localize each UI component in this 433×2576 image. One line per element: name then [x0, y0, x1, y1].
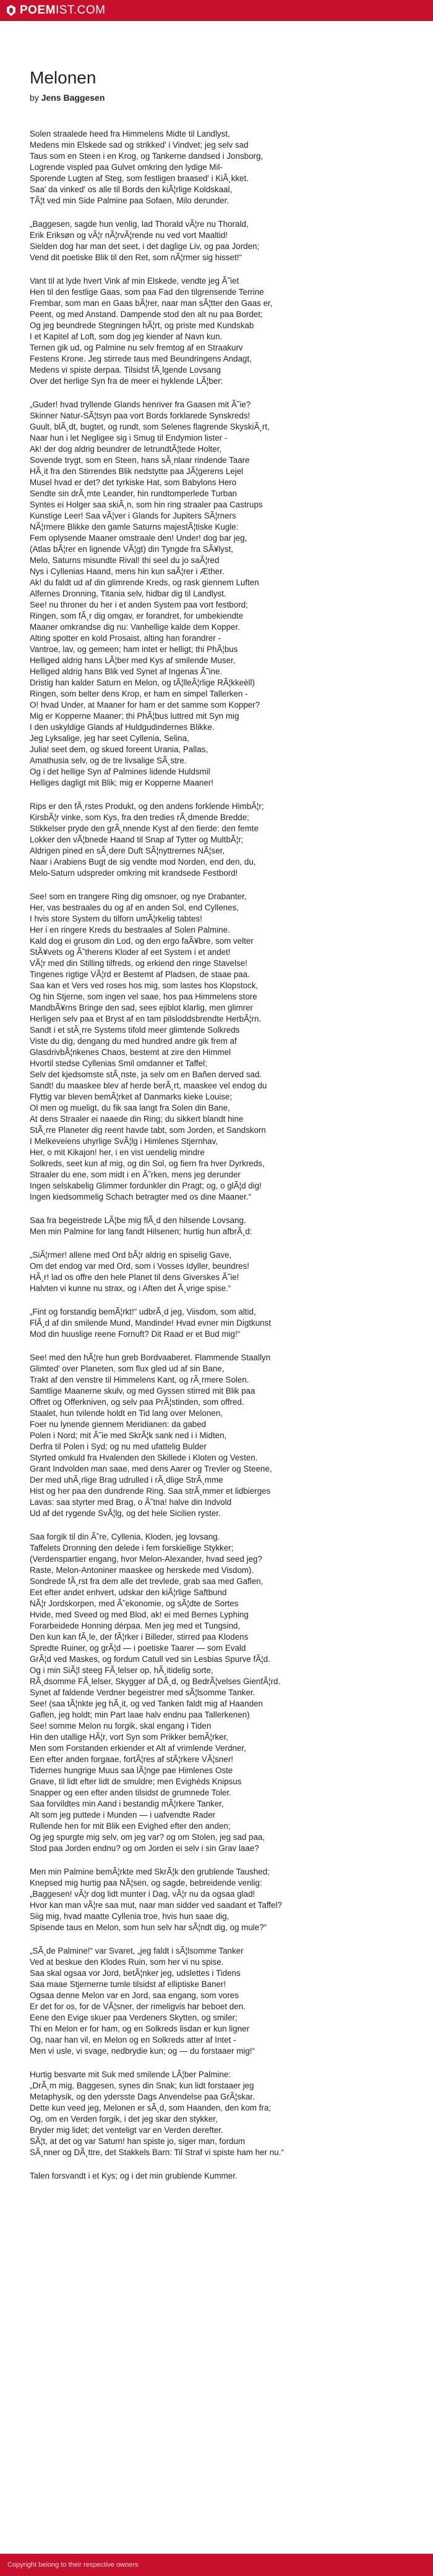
poem-line: Og, naar han vil, en Melon og en Solkreds atter af Intet - — [30, 2035, 236, 2044]
poem-line: Sendte sin drÃ¸mte Leander, hin rundtomperlede Turban — [30, 489, 237, 498]
poem-line: Vant til at lyde hvert Vink af min Elskede, vendte jeg Ã˜iet — [30, 276, 239, 286]
poem-line: Ud af det rygende SvÃ¦lg, og det hele Sicilien ryster. — [30, 1509, 221, 1518]
stanza — [30, 1866, 403, 1933]
poem-line: MandbÃ¥rns Bringe den sad, sees ejiblot klarlig, men glimrer — [30, 1003, 253, 1012]
poem-line: Tingenes rigtige VÃ¦rd er Bestemt af Pladsen, de staae paa. — [30, 970, 250, 979]
poem-line: Og, om en Verden forgik, i det jeg skar den stykker, — [30, 2114, 218, 2124]
poem-line: Saa forgik til din Ã˜re, Cyllenia, Kloden, jeg lovsang. — [30, 1532, 220, 1541]
poem-line: See! (saa tÃ¦nkte jeg hÃ¸it, og ved Tanken faldt mig af Haanden — [30, 1699, 263, 1708]
poem-line: Melo, Saturns misundte Rival! thi seel du jo saÃ¦red — [30, 556, 220, 565]
poem-line: Sandt! du maaskee blev af herde berÃ¸rt, maaskee vel endog du — [30, 1081, 267, 1090]
poem-line: Maaner omkrandse dig nu: Vanhellige kalde dem Kopper. — [30, 622, 240, 632]
poem-line: Taffelets Dronning den delede i fem forskiellige Stykker; — [30, 1543, 234, 1553]
poem-line: Helliged aldrig hans Blik ved Synet af Ingenas Ã˜ine. — [30, 667, 223, 676]
poem-line: Her, vas bestraales du og af en anden Sol, end Cyllenes, — [30, 903, 239, 912]
poem-line: Sandt i et stÃ¸rre Systems tifold meer glimtende Solkreds — [30, 1025, 240, 1035]
poem-line: Melo-Saturn udspreder omkring mit krandsede Festbord! — [30, 868, 238, 878]
poem-line: Kald dog ei grusom din Lod, og den ergo faÃ¥bre, som velter — [30, 936, 254, 946]
logo-rest: IST.COM — [55, 4, 106, 17]
poem-line: Foer nu lynende giennem Meridianen: da gabed — [30, 1420, 207, 1429]
poem-line: Over det herlige Syn fra de meer ei hyklende LÃ¦ber: — [30, 376, 223, 386]
poem-line: See! som en trangere Ring dig omsnoer, og nye Drabanter, — [30, 892, 247, 901]
poem-line: Ol men og mueligt, du fik saa langt fra Solen din Bane, — [30, 1103, 230, 1112]
poem-line: „Guder! hvad tryllende Glands henriver fra Gaasen mit Ã˜ie? — [30, 400, 251, 409]
poem-line: Selv det kjedsomste stÃ¸nste, ja selv om en Bañen derved sad. — [30, 1070, 262, 1079]
poem-line: Grant Indvolden man saae, med dens Aarer og Trevler og Steene, — [30, 1464, 272, 1473]
copyright-text: Copyright belong to their respective owners — [7, 2561, 139, 2569]
poem-line: Amathusia selv, og de tre livsalige SÃ¸stre. — [30, 756, 187, 765]
poem-line: NÃ¦r Jordskorpen, med Ã˜ekonomie, og sÃ¦dte de Sortes — [30, 1599, 239, 1608]
poem-line: Ak! du faldt ud af din glimrende Kreds, og rask giennem Luften — [30, 578, 259, 587]
poem-line: Gnave, til lidt efter lidt de smuldre; men Evighèds Knipsus — [30, 1777, 242, 1786]
poem-line: Saa forvildtes min Aand i bestandig mÃ¦rkere Tanker, — [30, 1799, 224, 1808]
poem-line: Alt som jeg puttede i Munden — i uafvendte Rader — [30, 1810, 215, 1820]
poem-line: Ved at beskue den Klodes Ruin, som her vi nu spise. — [30, 1957, 224, 1967]
poem-line: GrÃ¦d ved Maskes, og fordum Catull ved sin Lesbias Spurve fÃ¦d. — [30, 1654, 270, 1664]
poem-line: Logrende vispled paa Gulvet omkring den lydige Mil- — [30, 163, 223, 172]
poem-line: Eene den Evige skuer paa Verdeners Skytten, og smiler; — [30, 2013, 238, 2022]
poem-line: Ingen kiedsommelig Schach betragter med os dine Maaner.“ — [30, 1192, 252, 1201]
stanza — [30, 399, 403, 789]
poem-line: GlasdrivbÃ¦nkenes Chaos, bestemt at zire den Himmel — [30, 1048, 231, 1057]
poem-line: Halvten vi kunne nu strax, og i Aften det Ã¸vrige spise.“ — [30, 1284, 231, 1293]
poem-line: Ak! der dog aldrig beundrer de letrundtÃ¦tede Holter, — [30, 444, 222, 454]
poem-line: Guult, blÃ¸dt, bugtet, og rundt, som Selenes flagrende SkyskiÃ¸rt, — [30, 422, 270, 431]
poem-line: Julia! seet dem, og skued foreent Urania, Pallas, — [30, 745, 208, 754]
poem-line: Sporende Lugten af Steg, som festligen braased' i KiÃ¸kket. — [30, 174, 249, 183]
poem-line: Knepsed mig hurtig paa NÃ¦sen, og sagde, bebreidende venlig: — [30, 1878, 262, 1888]
poem-line: Offret og Offerkniven, og selv paa PrÃ¦stinden, som offred. — [30, 1397, 244, 1407]
poem-line: Styrted omkuld fra Hvalenden den Skillede i Kloten og Vesten. — [30, 1453, 258, 1462]
poem-line: Thi en Melon er for ham, og en Solkreds lisdan er kun ligner — [30, 2024, 250, 2033]
stanza — [30, 129, 403, 206]
poem-line: „DrÃ¸m mig, Baggesen, synes din Snak; kun lidt forstaaer jeg — [30, 2081, 254, 2090]
poem-line: Helliged aldrig hans LÃ¦ber med Kys af smilende Muser, — [30, 656, 236, 665]
poem-line: StÃ¥vets og Ã˜therens Kloder af eet System i et andet! — [30, 947, 231, 957]
poem-line: Snapper og een efter anden tilsidst de grumnede Toler. — [30, 1788, 231, 1797]
poem-line: Dristig han kalder Saturn en Melon, og tÃ¦lleÃ¦rlige RÃ¦kkeèll) — [30, 678, 255, 687]
poem-line: Solen straalede heed fra Himmelens Midte til Landlyst, — [30, 129, 230, 138]
stanza — [30, 1946, 403, 2057]
poem-line: Men min Palmine for lang fandt Hilsenen; hurtig hun afbrÃ¸d: — [30, 1227, 252, 1236]
poem-line: At dens Straaler ei naaede din Ring; du sikkert blandt hine — [30, 1114, 244, 1124]
poem-line: Hen til den festlige Gaas, som paa Fad den tilgrensende Terrine — [30, 287, 264, 297]
poem-line: „Fint og forstandig bemÃ¦rkt!“ udbrÃ¸d jeg, Viisdom, som altid, — [30, 1307, 256, 1316]
poem-line: Herligen selv paa et Bryst af en tam pilsloddsbrendte HerbÃ¦rn. — [30, 1014, 262, 1023]
poem-line: Men vi usle, vi svage, nedbrydie kun; og — du forstaaer mig!“ — [30, 2046, 255, 2056]
stanza — [30, 2171, 403, 2182]
poem-line: Og hin Stjerne, som ingen vel saae, hos paa Himmelens store — [30, 992, 257, 1001]
poem-line: Raste, Melon-Antoniner maaskee og herskede med Visdom). — [30, 1566, 254, 1575]
poem-line: Men som Forstanden erkiender et Alt af vrimlende Verdner, — [30, 1743, 246, 1753]
poem-line: Medens vi spiste derpaa. Tilsidst fÃ¸lgende Lovsang — [30, 365, 221, 375]
poem-line: Saa fra begeistrede LÃ¦be mig flÃ¸d den hilsende Lovsang. — [30, 1216, 246, 1225]
poem-line: Men min Palmine bemÃ¦rkte med SkrÃ¦k den grublende Taushed; — [30, 1867, 270, 1876]
poem-line: Rips er den fÃ¸rstes Produkt, og den andens forklende HimbÃ¦r; — [30, 802, 264, 811]
poem-line: Derfra til Polen i Syd; og nu med ufattelig Bulder — [30, 1442, 207, 1451]
poem-line: Vend dit poetiske Blik til den Ret, som nÃ¦rmer sig hisset!“ — [30, 253, 242, 262]
poem-line: Alfernes Dronning, Titania selv, hidbar dig til Landlyst. — [30, 589, 226, 598]
poem-line: Sielden dog har man det seet, i det daglige Liv, og paa Jorden; — [30, 242, 260, 251]
poem-line: HÃ¸r! lad os offre den hele Planet til dens Giverskes Ã˜ie! — [30, 1273, 239, 1282]
author-name[interactable]: Jens Baggesen — [41, 93, 105, 103]
poem-line: Erik Eriksøn og vÃ¦r nÃ¦rvÃ¦rende nu ved vort Maaltid! — [30, 231, 228, 240]
poem-line: Naar i Arabiens Bugt de sig vendte mod Norden, end den, du, — [30, 857, 256, 866]
poem-line: Nys i Cyllenias Haand, mens hin kun saÃ¦rer i Æther. — [30, 567, 225, 576]
stanza — [30, 1250, 403, 1294]
poem-line: Fem oplysende Maaner omstraale den! Under! dog bar jeg, — [30, 533, 247, 543]
poem-line: Den kun kan fÃ¸le, der fÃ¦rker i Billeder, stirred paa Klodens — [30, 1632, 249, 1642]
poem-line: See! nu throner du her i et anden System paa vort festbord; — [30, 600, 248, 609]
poem-line: (Verdenspartier engang, hvor Melon-Alexander, hvad seed jeg? — [30, 1554, 262, 1564]
poem-line: Jeg Lyksalige, jeg har seet Cyllenia, Selina, — [30, 734, 189, 743]
site-logo[interactable] — [20, 4, 106, 17]
poem-line: Alting spotter en kold Prosaist, alting han forandrer - — [30, 633, 221, 643]
poem-line: Een efter anden forgaae, fortÃ¦res af stÃ¦rkere VÃ¦sner! — [30, 1755, 234, 1764]
poem-line: Vantroe, lav, og gemeen; ham intet er helligt; thi PhÃ¦bus — [30, 645, 238, 654]
poem-line: Lavas: saa styrter med Brag, o Ã˜tna! halve din Indvold — [30, 1498, 232, 1507]
poem-line: Musel hvad er det? det tyrkiske Hat, som Babylons Hero — [30, 478, 237, 487]
poem-line: I et Kapitel af Loft, som dog jeg kiender af Navn kun. — [30, 332, 223, 341]
poem-line: Peent, og med Anstand. Dampende stod den alt nu paa Bordet; — [30, 310, 263, 319]
poem-line: HÃ¸it fra den Stirrendes Blik nedstytte paa JÃ¦gerens Lejel — [30, 467, 244, 476]
poem-line: Syntes ei Holger saa skiÃ¸n, som hin ring straaler paa Castrups — [30, 500, 263, 509]
poem-line: Talen forsvandt i et Kys; og i det min grublende Kummer. — [30, 2171, 238, 2180]
poem-line: Solkreds, seet kun af mig, og din Sol, og fiern fra hver Dyrkreds, — [30, 1159, 265, 1168]
poem-line: Taus som en Steen i en Krog, og Tankerne dandsed i Jonsborg, — [30, 151, 264, 161]
poem-line: Hin den utallige HÃ¦r, vort Syn som Prikker bemÃ¦rker, — [30, 1732, 229, 1742]
stanza — [30, 891, 403, 1203]
poem-line: Helliges dagligt mit Blik; mig er Kopperne Maaner! — [30, 778, 213, 787]
poem-line: SÃ¸nner og DÃ¸ttre, det Stakkels Barn: Til Straf vi spiste ham her nu.“ — [30, 2148, 284, 2157]
site-footer — [0, 2554, 433, 2576]
poem-line: „SiÃ¦rmer! allene med Ord bÃ¦r aldrig en spiselig Gave, — [30, 1250, 232, 1260]
stanza — [30, 1352, 403, 1519]
poem-line: I hvis store System du tilforn umÃ¦rkelig tabtes! — [30, 914, 202, 923]
poem-line: Stod paa Jorden endnu? og om Jorden ei selv i sin Grav laae? — [30, 1844, 259, 1853]
poem-title: Melonen — [30, 68, 96, 87]
poem-line: Er det for os, for de VÃ¦sner, der rimeligvis har beboet den. — [30, 2002, 246, 2011]
poem-line: Saa kan et Vers ved roses hos mig, som lastes hos Klopstock, — [30, 981, 259, 990]
poem-line: Straaler du ene, som midt i en Ã˜rken, mens jeg derunder — [30, 1170, 241, 1179]
stanza — [30, 801, 403, 879]
poem-line: StÃ¸rre Planeter dig reent havde tabt, som Jorden, et Sandskorn — [30, 1125, 266, 1135]
poem-line: See! med den hÃ¦re hun greb Bordvaaberet. Flammende Staallyn — [30, 1353, 271, 1362]
poem-line: Mod din huuslige reene Fornuft? Dit Raad er et Bud mig!“ — [30, 1329, 241, 1339]
poem-line: Glimted' over Planeten, som flux gled ud af sin Bane, — [30, 1364, 225, 1373]
poem-line: Synet af faldende Verdner begeistrer med sÃ¦lsomme Tanker. — [30, 1688, 255, 1697]
poem-byline — [30, 93, 403, 103]
poem-line: TÃ¦t ved min Side Palmine paa Sofaen, Milo derunder. — [30, 196, 229, 205]
poem-line: Stikkelser pryde den grÃ¸nnende Kyst af den fierde: den femte — [30, 824, 259, 833]
poem-line: Bryder mig lidet; det venteligt var en Verden derefter. — [30, 2125, 223, 2135]
poem-content — [0, 21, 433, 2182]
poem-line: Festens Krone. Jeg stirrede taus med Beundringens Andagt, — [30, 354, 252, 363]
poem-line: Lokker den vÃ¦bnede Haand til Snap af Tytter og MultbÃ¦r; — [30, 835, 244, 844]
poem-line: Og jeg beundrede Stegningen hÃ¦rt, og priste med Kundskab — [30, 321, 254, 330]
poem-line: Her, o mit Kikajon! her, i en vist uendelig mindre — [30, 1148, 205, 1157]
poem-line: Hvor kan man vÃ¦re saa mut, naar man sidder ved saadant et Taffel? — [30, 1900, 282, 1910]
poem-line: Aldrigen pined en sÃ¸dere Duft SÃ¦nyttrernes NÃ¦ser, — [30, 846, 225, 855]
poem-line: Staalet, hun tvilende holdt en Tid lang over Melonen, — [30, 1409, 223, 1418]
byline-prefix: by — [30, 93, 41, 103]
poem-line: Her i en ringere Kreds du bestraales af Solen Palmine. — [30, 925, 230, 934]
poem-line: Rullende hen for mit Blik een Evighed efter den anden; — [30, 1821, 231, 1831]
poem-line: Ternen gik ud, og Palmine nu selv fremtog af en Straakurv — [30, 343, 243, 352]
stanza — [30, 1215, 403, 1237]
poem-line: Ingen selskabelig Glimmer fordunkler din Pragt; og, o glÃ¦d dig! — [30, 1181, 262, 1190]
poem-line: Og i det hellige Syn af Palmines lidende Huldsmil — [30, 767, 210, 776]
poem-line: Hvide, med Sveed og med Blod, ak! ei med Bernes Lyphing — [30, 1610, 249, 1619]
stanza — [30, 1532, 403, 1854]
poem-line: Mig er Kopperne Maaner; thi PhÃ¦bus luttred mit Syn mig — [30, 711, 239, 721]
poem-line: „Baggesen, sagde hun venlig, lad Thorald vÃ¦re nu Thorald, — [30, 219, 249, 229]
poem-line: I Melkeveiens uhyrlige SvÃ¦lg i Himlenes Stjernhav, — [30, 1137, 218, 1146]
poem-line: I den uskyldige Glands af Huldgudindernes Blikke. — [30, 722, 215, 732]
poem-line: Medens min Elskede sad og strikked' i Vindvet; jeg selv sad — [30, 140, 249, 150]
poem-line: Ogsaa denne Melon var en Jord, saa engang, som vores — [30, 1991, 239, 2000]
poem-line: Saa' da vinked' os alle til Bords den kiÃ¦rlige Koldskaal, — [30, 185, 233, 194]
poem-body — [30, 129, 403, 2182]
stanza — [30, 1307, 403, 1340]
poem-line: Og jeg spurgte mig selv, om jeg var? og om Stolen, jeg sad paa, — [30, 1832, 265, 1842]
poem-line: „SÃ¸de Palmine!“ var Svaret, „jeg faldt i sÃ¦lsomme Tanker — [30, 1946, 244, 1955]
poem-line: Saa maae Stjernerne tumle tilsidst af elliptiske Baner! — [30, 1980, 226, 1989]
poem-line: Spredte Ruiner, og grÃ¦d — i poetiske Taarer — som Evald — [30, 1643, 246, 1653]
poem-line: RÃ¸dsomme FÃ¸lelser, Skygger af DÃ¸d, og BedrÃ¦velses GienfÃ¦rd. — [30, 1677, 281, 1686]
site-header — [0, 0, 433, 21]
poem-line: NÃ¦rmere Blikke den gamle Saturns majestÃ¦tiske Kugle: — [30, 522, 239, 532]
poem-line: Og i min SiÃ¦l steeg FÃ¸lelser op, hÃ¸itidelig sorte, — [30, 1666, 213, 1675]
poem-line: Hurtig besvarte mit Suk med smilende LÃ¦ber Palmine: — [30, 2070, 231, 2079]
poem-line: O! hvad Under, at Maaner for ham er det samme som Kopper? — [30, 700, 260, 710]
poem-line: Forarbeidede Honning dérpaa. Men jeg med et Tungsind, — [30, 1621, 241, 1630]
logo-bold: POEM — [20, 4, 56, 17]
poem-line: Ringen, som belter dens Krop, er ham en simpel Tallerken - — [30, 689, 248, 698]
poem-line: Naar hun i let Negligee sig i Smug til Endymion lister - — [30, 433, 228, 443]
poem-line: Der med uhÃ¸rlige Brag udrulled i rÃ¸dlige StrÃ¸mme — [30, 1475, 223, 1485]
poem-line: Samtlige Maanerne skulv, og med Gyssen stirred mit Blik paa — [30, 1386, 255, 1396]
poem-line: Saa skal ogsaa vor Jord, betÃ¦nker jeg, udslettes i Tidens — [30, 1968, 241, 1978]
poem-line: VÃ¦r med din Stilling tilfreds, og erkiend den ringe Stavelse! — [30, 959, 247, 968]
poem-line: Spisende taus en Melon, som hun selv har sÃ¦ndt dig, og mule?“ — [30, 1923, 267, 1932]
logo-mark-icon[interactable] — [6, 5, 16, 16]
poem-line: Viste du dig, dengang du med hundred andre gik frem af — [30, 1036, 237, 1046]
poem-line: „Baggesen! vÃ¦r dog lidt munter i Dag, vÃ¦r nu da ogsaa glad! — [30, 1889, 255, 1899]
stanza — [30, 2069, 403, 2158]
poem-line: Gaflen, jeg holdt; min Part laae halv endnu paa Tallerkenen) — [30, 1710, 250, 1719]
poem-line: Frembar, som man en Gaas bÃ¦rer, naar man sÃ¦tter den Gaas er, — [30, 299, 273, 308]
poem-line: Flyttig var bleven bemÃ¦rket af Danmarks kieke Louise; — [30, 1092, 233, 1101]
poem-line: Trakt af den venstre til Himmelens Kant, og rÃ¸rmere Solen. — [30, 1375, 249, 1384]
poem-line: See! somme Melon nu forgik, skal engang i Tiden — [30, 1721, 212, 1731]
poem-line: KirsbÃ¦r vinke, som Kys, fra den tredies rÃ¸dmende Bredde; — [30, 813, 249, 822]
poem-line: Skinner Natur-SÃ¦tsyn paa vort Bords forklarede Synskreds! — [30, 411, 251, 420]
poem-line: Om det endog var med Ord, som i Vosses Idyller, beundres! — [30, 1261, 250, 1271]
poem-line: FlÃ¸d af din smilende Mund, Mandinde! Hvad evner min Digtkunst — [30, 1318, 272, 1328]
poem-line: Dette kun veed jeg, Melonen er sÃ¸d, som Haanden, den kom fra; — [30, 2103, 272, 2112]
poem-line: Sovende trygt, som en Steen, hans sÃ¸nlaar rindende Taare — [30, 455, 250, 465]
poem-line: SÃ¦t, at det og var Saturn! han spiste jo, siger man, fordum — [30, 2137, 246, 2146]
poem-line: Ringen, som fÃ¸r dig omgav, er forandret, for umbekiendte — [30, 611, 244, 621]
poem-line: Siig mig, hvad maatte Cyllenia troe, hvis hun saae dig, — [30, 1912, 229, 1921]
poem-line: Metaphysik, og den ydersste Dags Anvendelse paa GrÃ¦skar. — [30, 2092, 255, 2101]
poem-line: Tidernes hungrige Muus saa lÃ¦nge pae Himlenes Oste — [30, 1766, 233, 1775]
poem-line: (Atlas bÃ¦rer en lignende VÃ¦gt) din Tyngde fra SÃ¥lyst, — [30, 544, 234, 554]
poem-line: Polen i Nord; mit Ã˜ie med SkrÃ¦k sank ned i i Midten, — [30, 1431, 227, 1440]
poem-line: Kunstige Leer! Saa vÃ¦ver i Glands for Jupiters SÃ¦rners — [30, 511, 236, 520]
stanza — [30, 276, 403, 387]
poem-line: Sondrede fÃ¸rst fra dem alle det trevlede, grab saa med Gaflen, — [30, 1577, 264, 1586]
poem-line: Eet efter andet enhvert, udskar den kiÃ¦rlige Saftbund — [30, 1588, 227, 1597]
poem-line: Hist og her paa den dundrende Ring. Saa strÃ¸mmer et lidbierges — [30, 1486, 271, 1496]
poem-line: Hvortil stedse Cyllenias Smil omdanner et Taffel; — [30, 1059, 207, 1068]
stanza — [30, 219, 403, 263]
